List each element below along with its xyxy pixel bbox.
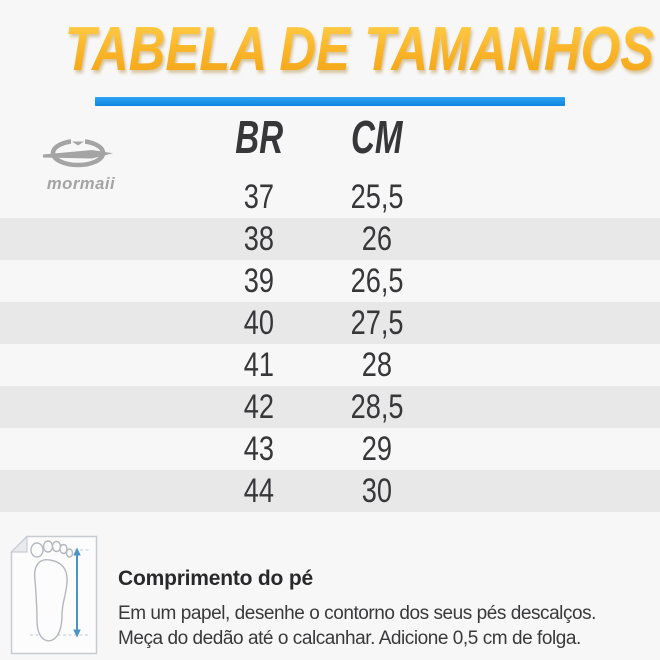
column-header-cm: CM: [351, 111, 403, 163]
table-row: [0, 470, 660, 512]
measure-instructions: [10, 535, 596, 655]
table-row: [0, 176, 660, 218]
table-row: [0, 386, 660, 428]
table-row: [0, 428, 660, 470]
br-value: 39: [243, 261, 275, 300]
cm-value: 26: [361, 219, 393, 258]
br-value: 38: [243, 219, 275, 258]
instructions-heading: Comprimento do pé: [118, 567, 313, 590]
table-row: [0, 218, 660, 260]
foot-measure-icon: [10, 535, 98, 655]
title-underline: [95, 97, 565, 106]
instructions-line-1: Em um papel, desenhe o contorno dos seus pés descalços.: [118, 603, 596, 624]
cm-value: 26,5: [350, 261, 404, 300]
cm-value: 30: [361, 471, 393, 510]
cm-value: 29: [361, 429, 393, 468]
table-row: [0, 260, 660, 302]
page-title: [0, 14, 660, 85]
instructions-line-2: Meça do dedão até o calcanhar. Adicione 0,5 cm de folga.: [118, 628, 581, 650]
cm-value: 28: [361, 345, 393, 384]
br-value: 43: [243, 429, 275, 468]
br-value: 42: [243, 387, 275, 426]
cm-value: 25,5: [350, 177, 404, 216]
page-title-text: TABELA DE TAMANHOS: [64, 15, 655, 84]
br-value: 37: [243, 177, 275, 216]
table-row: [0, 344, 660, 386]
br-value: 41: [243, 345, 275, 384]
mormaii-logo-text: mormaii: [46, 174, 116, 193]
table-row: [0, 302, 660, 344]
size-table-body: [0, 176, 660, 512]
size-table-header: [0, 110, 660, 164]
column-header-br: BR: [235, 111, 283, 163]
br-value: 44: [243, 471, 275, 510]
cm-value: 27,5: [350, 303, 404, 342]
cm-value: 28,5: [350, 387, 404, 426]
br-value: 40: [243, 303, 275, 342]
